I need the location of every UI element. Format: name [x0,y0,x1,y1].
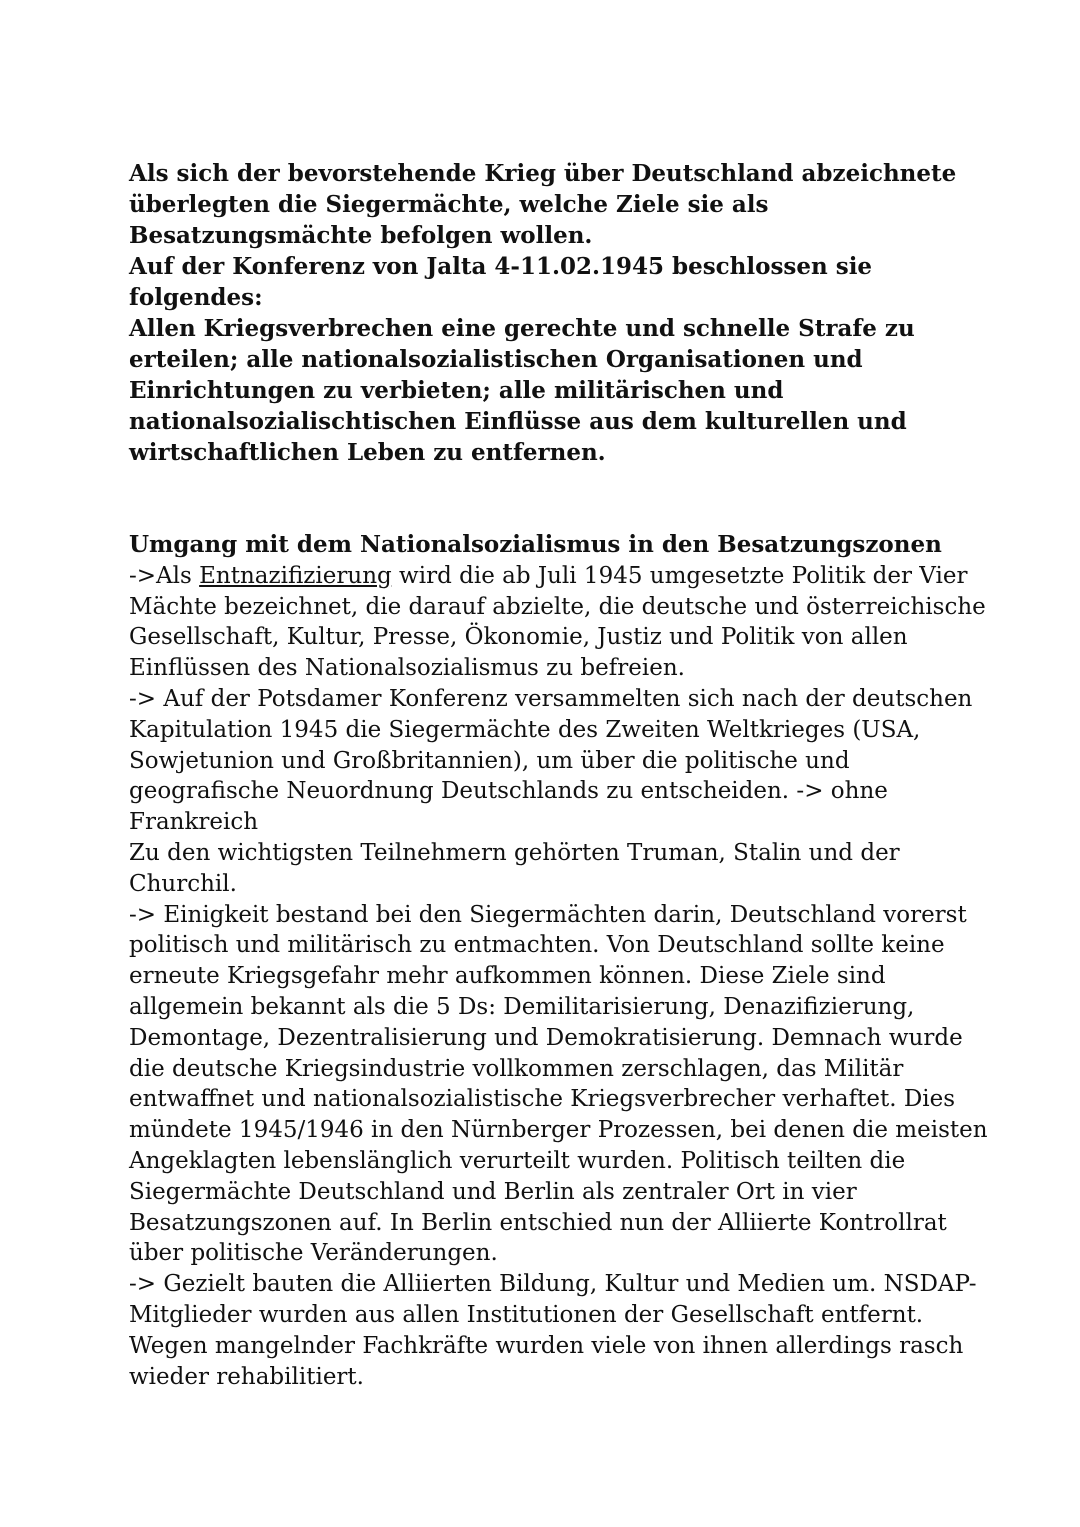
paragraph-1-prefix: ->Als [129,562,200,589]
intro-paragraph-1: Als sich der bevorstehende Krieg über Deutschland abzeichnete überlegten die Siegermächte, welche Ziele sie als Besatzungsmächte befolgen wollen. [129,160,957,249]
section-paragraph-4: -> Einigkeit bestand bei den Siegermächten darin, Deutschland vorerst politisch und militärisch zu entmachten. Von Deutschland sollte keine erneute Kriegsgefahr mehr aufkommen können. Diese Ziele sind allgemein bekannt als die 5 Ds: Demilitarisierung, Denazifizierung, Demontage, Dezentralisierung und Demokratisierung. Demnach wurde die deutsche Kriegsindustrie vollkommen zerschlagen, das Militär entwaffnet und nationalsozialistische Kriegsverbrecher verhaftet. Dies mündete 1945/1946 in den Nürnberger Prozessen, bei denen die meisten Angeklagten lebenslänglich verurteilt wurden. Politisch teilten die Siegermächte Deutschland und Berlin als zentraler Ort in vier Besatzungszonen auf. In Berlin entschied nun der Alliierte Kontrollrat über politische Veränderungen. [129,901,988,1267]
document-content [129,158,999,1392]
section-title: Umgang mit dem Nationalsozialismus in den Besatzungszonen [129,531,942,558]
intro-block [129,158,999,468]
intro-paragraph-3: Allen Kriegsverbrechen eine gerechte und schnelle Strafe zu erteilen; alle nationalsozialistischen Organisationen und Einrichtungen zu verbieten; alle militärischen und nationalsozialischtischen Einflüsse aus dem kulturellen und wirtschaftlichen Leben zu entfernen. [129,315,915,466]
section-paragraph-5: -> Gezielt bauten die Alliierten Bildung, Kultur und Medien um. NSDAP-Mitglieder wurden aus allen Institutionen der Gesellschaft entfernt. Wegen mangelnder Fachkräfte wurden viele von ihnen allerdings rasch wieder rehabilitiert. [129,1271,977,1390]
section-paragraph-3: Zu den wichtigsten Teilnehmern gehörten Truman, Stalin und der Churchil. [129,839,900,897]
paragraph-1-rest: wird die ab Juli 1945 umgesetzte Politik der Vier Mächte bezeichnet, die darauf abzielte, die deutsche und österreichische Gesellschaft, Kultur, Presse, Ökonomie, Justiz und Politik von allen Einflüssen des Nationalsozialismus zu befreien. [129,562,986,682]
section-paragraph-2: -> Auf der Potsdamer Konferenz versammelten sich nach der deutschen Kapitulation 1945 die Siegermächte des Zweiten Weltkrieges (USA, Sowjetunion und Großbritannien), um über die politische und geografische Neuordnung Deutschlands zu entscheiden. -> ohne Frankreich [129,685,973,836]
intro-paragraph-2: Auf der Konferenz von Jalta 4-11.02.1945 beschlossen sie folgendes: [129,253,873,311]
section-denazification [129,530,999,1392]
term-entnazifizierung: Entnazifizierung [199,562,392,589]
section-paragraph-1 [129,561,999,684]
